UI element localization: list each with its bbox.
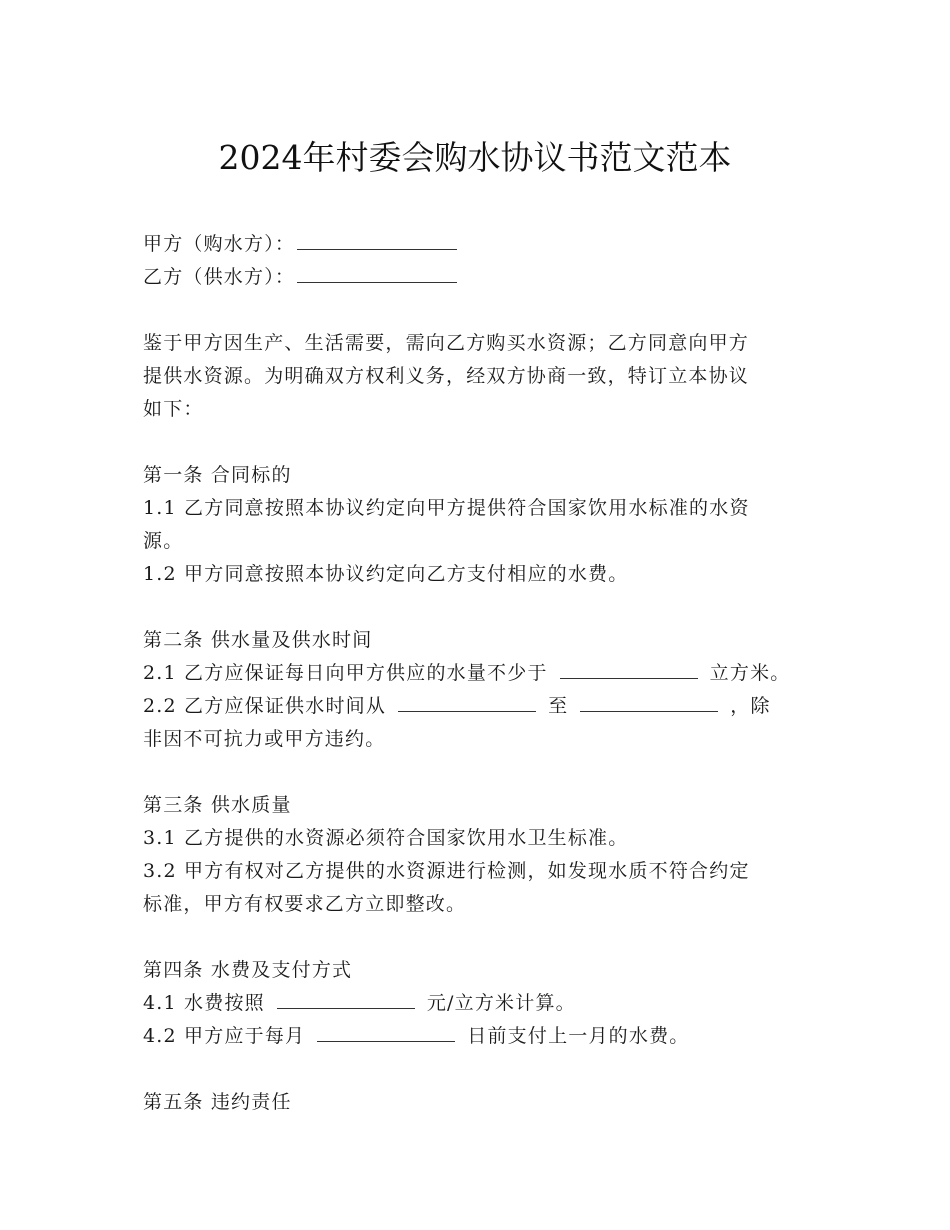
- preamble-line-2: 提供水资源。为明确双方权利义务，经双方协商一致，特订立本协议: [143, 365, 750, 387]
- clause-3-1: 3.1 乙方提供的水资源必须符合国家饮用水卫生标准。: [143, 827, 629, 849]
- preamble-line-1: 鉴于甲方因生产、生活需要，需向乙方购买水资源；乙方同意向甲方: [143, 332, 750, 354]
- article-2-heading: 第二条 供水量及供水时间: [143, 629, 373, 651]
- clause-4-2-pre: 4.2 甲方应于每月: [143, 1025, 306, 1047]
- party-a-label: 甲方（购水方）：: [143, 233, 296, 255]
- clause-2-2-pre: 2.2 乙方应保证供水时间从: [143, 695, 387, 717]
- clause-2-2-mid: 至: [548, 695, 569, 717]
- supply-end-blank: [580, 692, 718, 712]
- article-4-heading: 第四条 水费及支付方式: [143, 959, 353, 981]
- clause-1-1-line-2: 源。: [143, 530, 184, 552]
- document-title: 2024年村委会购水协议书范文范本: [218, 138, 732, 177]
- clause-1-1-line-1: 1.1 乙方同意按照本协议约定向甲方提供符合国家饮用水标准的水资: [143, 497, 750, 519]
- clause-4-1-pre: 4.1 水费按照: [143, 992, 265, 1014]
- clause-3-2-line-1: 3.2 甲方有权对乙方提供的水资源进行检测，如发现水质不符合约定: [143, 860, 750, 882]
- clause-4-1-post: 元/立方米计算。: [426, 992, 576, 1014]
- supply-start-blank: [398, 692, 536, 712]
- clause-4-1: [143, 987, 823, 1020]
- clause-2-2-post: ，除: [730, 695, 771, 717]
- article-5-heading: 第五条 违约责任: [143, 1091, 292, 1113]
- clause-2-1-pre: 2.1 乙方应保证每日向甲方供应的水量不少于: [143, 662, 548, 684]
- party-b-label: 乙方（供水方）：: [143, 266, 296, 288]
- party-b-line: [143, 261, 823, 294]
- document-body: [143, 228, 823, 1119]
- clause-2-1: [143, 657, 823, 690]
- payment-day-blank: [317, 1022, 455, 1042]
- clause-3-2-line-2: 标准，甲方有权要求乙方立即整改。: [143, 893, 467, 915]
- clause-4-2-post: 日前支付上一月的水费。: [467, 1025, 690, 1047]
- clause-4-2: [143, 1020, 823, 1053]
- preamble-line-3: 如下：: [143, 398, 204, 420]
- clause-2-2-line-2: 非因不可抗力或甲方违约。: [143, 728, 386, 750]
- clause-2-1-post: 立方米。: [709, 662, 791, 684]
- party-a-line: [143, 228, 823, 261]
- party-b-blank: [297, 263, 457, 283]
- party-a-blank: [297, 230, 457, 250]
- clause-1-2: 1.2 甲方同意按照本协议约定向乙方支付相应的水费。: [143, 563, 629, 585]
- clause-2-2: [143, 690, 823, 723]
- unit-price-blank: [277, 989, 415, 1009]
- article-3-heading: 第三条 供水质量: [143, 794, 292, 816]
- article-1-heading: 第一条 合同标的: [143, 464, 292, 486]
- daily-volume-blank: [560, 659, 698, 679]
